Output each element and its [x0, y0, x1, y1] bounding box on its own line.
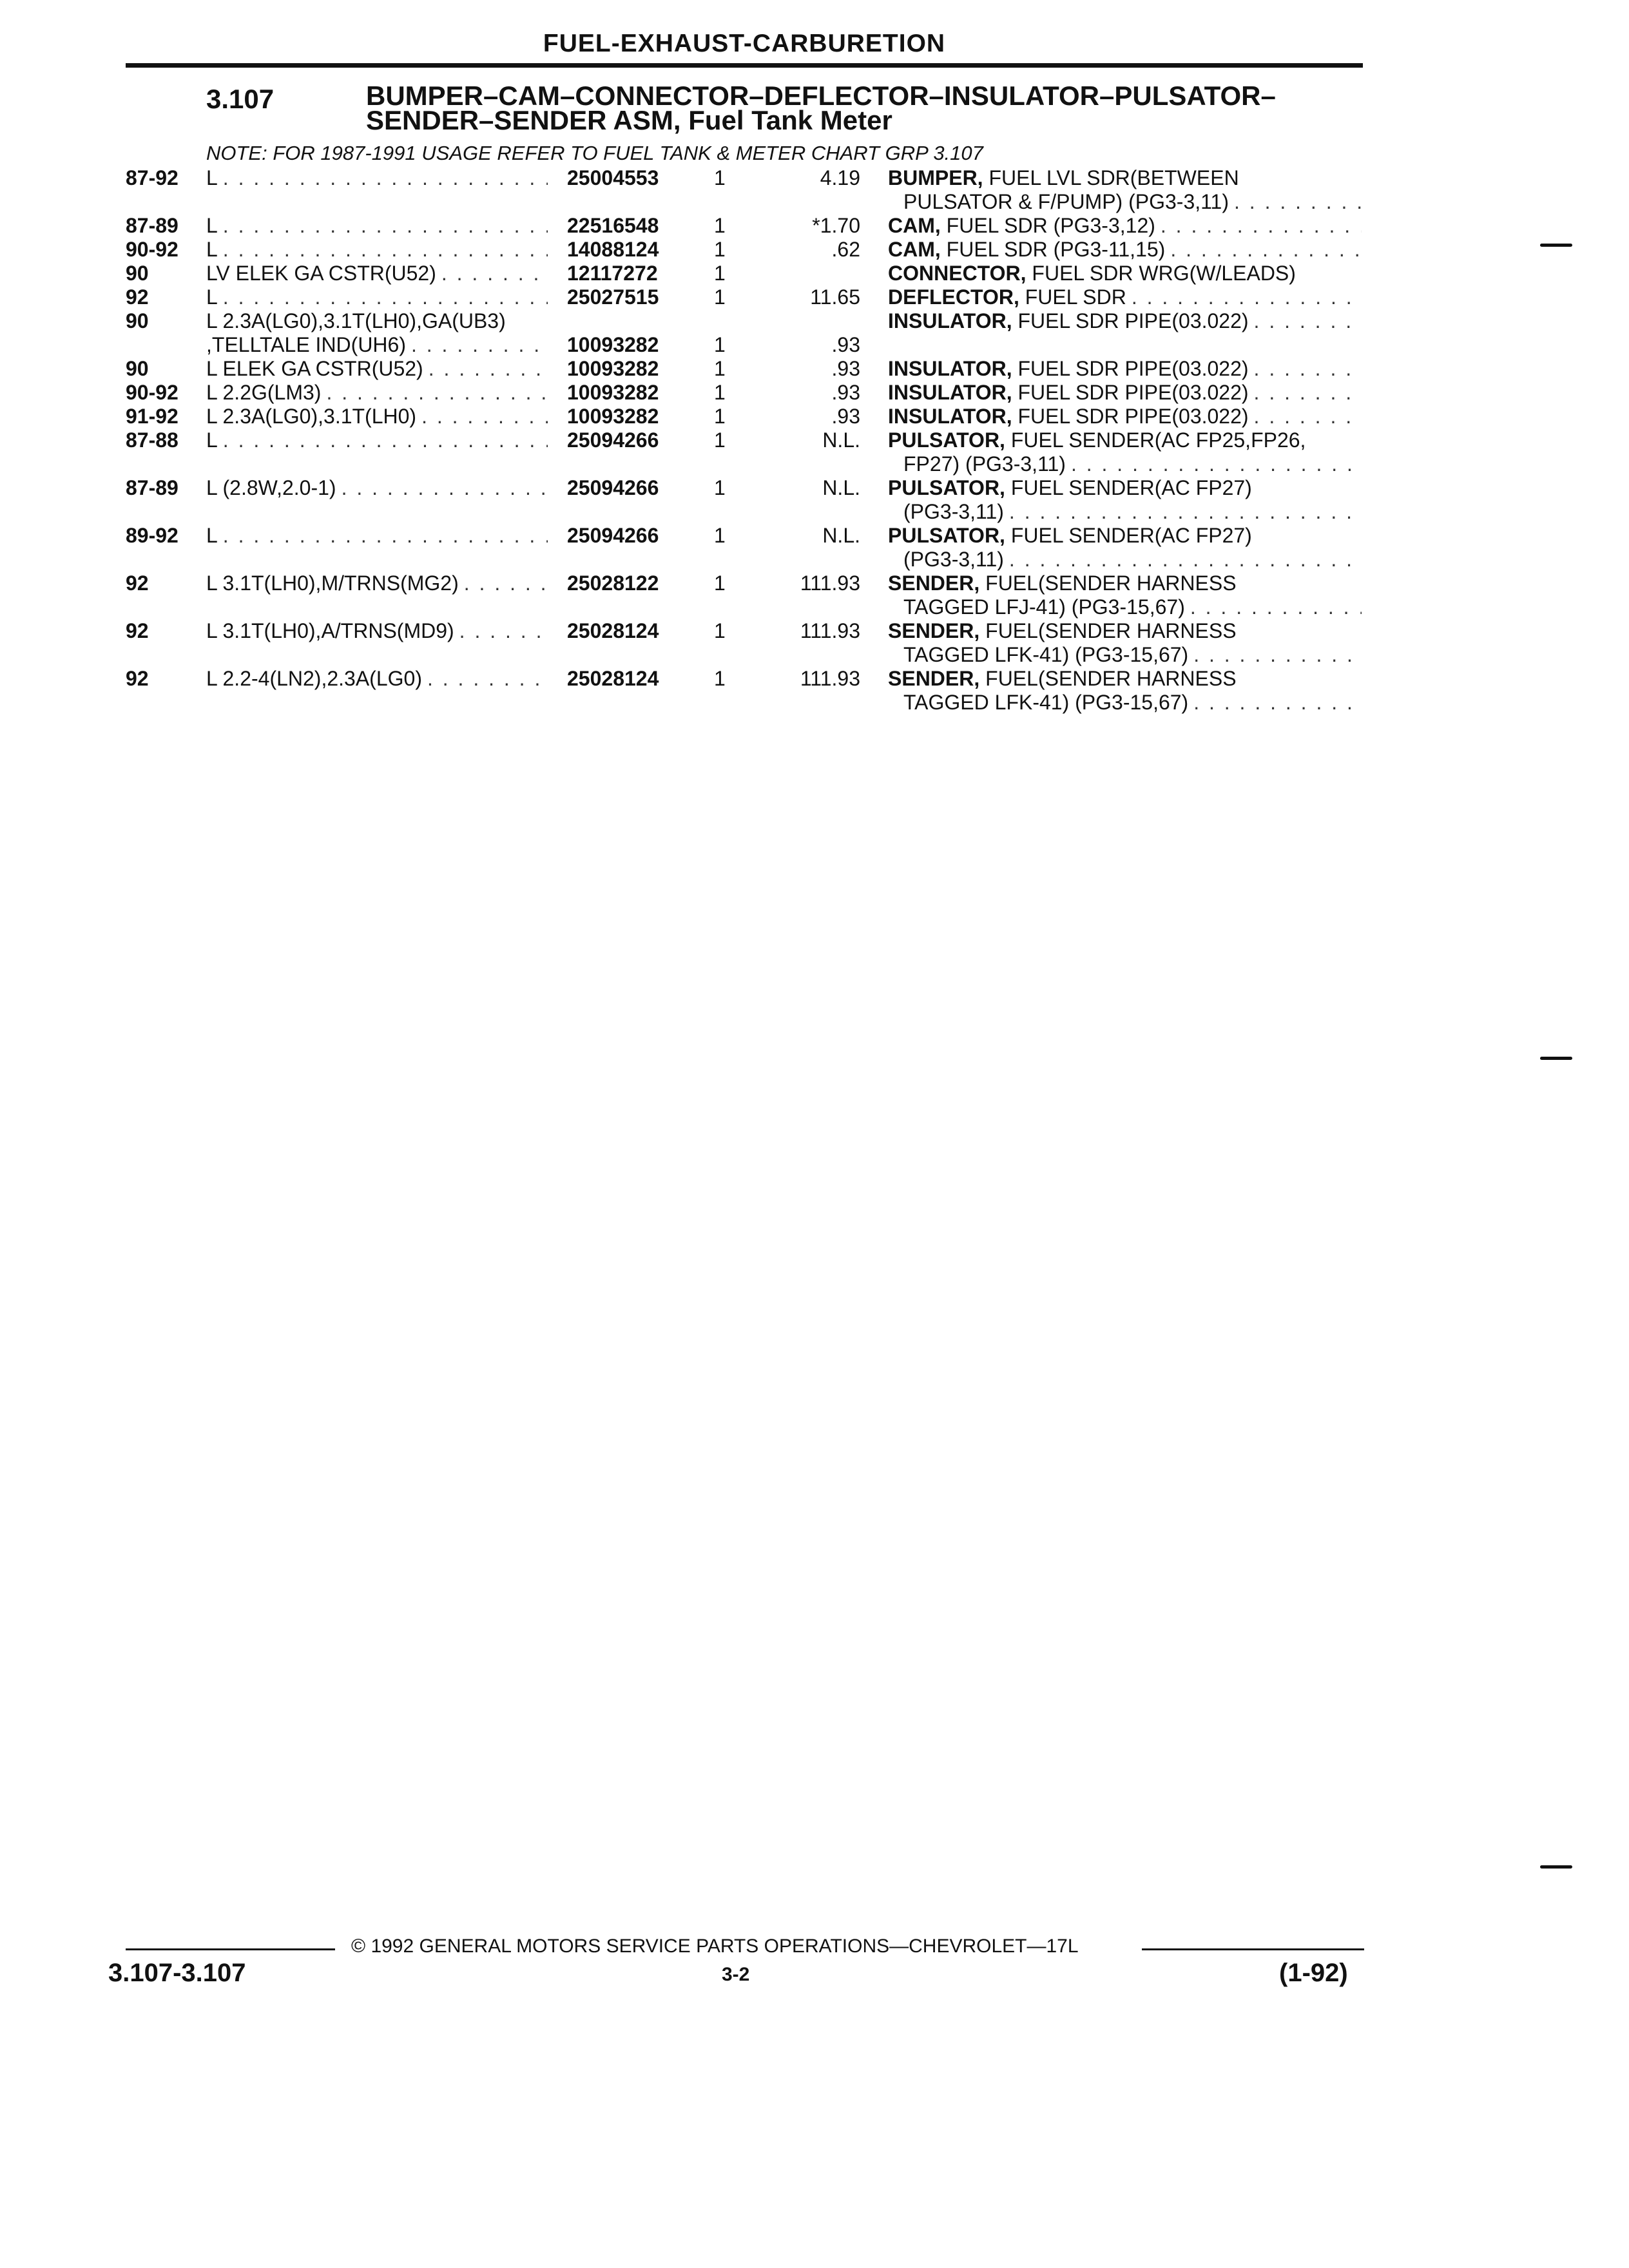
price: 111.93	[800, 619, 860, 642]
part-description	[888, 357, 1362, 381]
footer-rule	[126, 1948, 335, 1950]
table-row	[0, 166, 1629, 214]
part-name: SENDER,	[888, 619, 980, 642]
part-number: 25004553	[567, 166, 659, 189]
price: 11.65	[810, 285, 860, 309]
quantity: 1	[714, 285, 726, 309]
price: .93	[831, 381, 860, 404]
description-text: FUEL(SENDER HARNESS	[985, 572, 1237, 595]
part-name: PULSATOR,	[888, 524, 1005, 547]
part-description	[888, 428, 1362, 476]
part-name: CONNECTOR,	[888, 262, 1027, 285]
part-number: 25027515	[567, 285, 659, 309]
model-years: 92	[126, 572, 149, 595]
part-name: BUMPER,	[888, 166, 983, 189]
price: .62	[831, 238, 860, 261]
usage-text: L	[206, 166, 218, 189]
price: N.L.	[822, 476, 860, 499]
leader-dots	[416, 405, 548, 428]
leader-dots	[422, 667, 548, 691]
table-row	[0, 572, 1629, 619]
description-text: FUEL SDR (PG3-11,15)	[946, 238, 1166, 261]
description-text: FUEL SDR PIPE(03.022)	[1017, 381, 1249, 404]
margin-tick	[1540, 1865, 1572, 1869]
quantity: 1	[714, 381, 726, 404]
header-rule	[126, 63, 1363, 68]
quantity: 1	[714, 405, 726, 428]
usage-text: L	[206, 238, 218, 261]
model-years: 87-92	[126, 166, 178, 189]
part-name: SENDER,	[888, 572, 980, 595]
part-description	[888, 262, 1362, 285]
leader-dots	[336, 476, 548, 500]
table-row	[0, 405, 1629, 428]
leader-dots	[218, 285, 548, 309]
table-row	[0, 667, 1629, 715]
quantity: 1	[714, 262, 726, 285]
leader-dots	[454, 619, 548, 643]
description-text: FUEL SENDER(AC FP25,FP26,	[1010, 428, 1306, 452]
quantity: 1	[714, 238, 726, 261]
price: *1.70	[812, 214, 860, 237]
usage-text: L 2.2-4(LN2),2.3A(LG0)	[206, 667, 422, 690]
leader-dots	[1188, 691, 1362, 715]
part-number: 10093282	[567, 333, 659, 356]
leader-dots	[1004, 500, 1362, 524]
part-number: 25094266	[567, 428, 659, 452]
model-years: 90	[126, 262, 149, 285]
quantity: 1	[714, 524, 726, 547]
part-description	[888, 524, 1362, 572]
price: N.L.	[822, 524, 860, 547]
leader-dots	[218, 214, 548, 238]
quantity: 1	[714, 476, 726, 499]
usage-code	[206, 262, 548, 285]
model-years: 90	[126, 357, 149, 380]
part-number: 10093282	[567, 405, 659, 428]
quantity: 1	[714, 357, 726, 380]
part-description	[888, 166, 1362, 214]
leader-dots	[459, 572, 548, 595]
usage-code	[206, 667, 548, 691]
table-row	[0, 309, 1629, 357]
description-text: FUEL SENDER(AC FP27)	[1010, 524, 1252, 547]
price: 4.19	[820, 166, 860, 189]
usage-text: L 3.1T(LH0),A/TRNS(MD9)	[206, 619, 454, 642]
quantity: 1	[714, 214, 726, 237]
table-row	[0, 238, 1629, 262]
model-years: 89-92	[126, 524, 178, 547]
description-text: FUEL SDR WRG(W/LEADS)	[1032, 262, 1296, 285]
description-text: FUEL SDR	[1025, 285, 1126, 309]
quantity: 1	[714, 619, 726, 642]
leader-dots	[1249, 405, 1362, 428]
description-text: FUEL(SENDER HARNESS	[985, 667, 1237, 690]
usage-text: LV ELEK GA CSTR(U52)	[206, 262, 436, 285]
leader-dots	[1249, 309, 1362, 333]
usage-code	[206, 476, 548, 500]
leader-dots	[1249, 381, 1362, 405]
table-row	[0, 285, 1629, 309]
model-years: 90-92	[126, 238, 178, 261]
leader-dots	[1066, 452, 1362, 476]
quantity: 1	[714, 166, 726, 189]
part-number: 22516548	[567, 214, 659, 237]
description-text: TAGGED LFJ-41) (PG3-15,67)	[903, 595, 1185, 619]
leader-dots	[321, 381, 548, 405]
usage-code	[206, 285, 548, 309]
part-name: INSULATOR,	[888, 405, 1012, 428]
usage-text: ,TELLTALE IND(UH6)	[206, 333, 406, 356]
leader-dots	[218, 238, 548, 262]
description-text: FUEL SDR PIPE(03.022)	[1017, 309, 1249, 332]
price: 111.93	[800, 667, 860, 690]
part-description	[888, 238, 1362, 262]
usage-code	[206, 214, 548, 238]
part-description	[888, 667, 1362, 715]
part-description	[888, 214, 1362, 238]
footer-group-range: 3.107-3.107	[108, 1959, 246, 1987]
leader-dots	[423, 357, 548, 381]
usage-text: L 2.3A(LG0),3.1T(LH0)	[206, 405, 417, 428]
leader-dots	[1165, 238, 1362, 262]
usage-note: NOTE: FOR 1987-1991 USAGE REFER TO FUEL TANK & METER CHART GRP 3.107	[206, 142, 983, 164]
footer-rule	[1142, 1948, 1364, 1950]
usage-text: L 2.2G(LM3)	[206, 381, 322, 404]
usage-text: L	[206, 285, 218, 309]
model-years: 90	[126, 309, 149, 332]
part-name: CAM,	[888, 238, 941, 261]
table-row	[0, 262, 1629, 285]
table-row	[0, 524, 1629, 572]
part-number: 12117272	[567, 262, 658, 285]
usage-code	[206, 572, 548, 595]
part-number: 25028122	[567, 572, 659, 595]
description-text: TAGGED LFK-41) (PG3-15,67)	[903, 643, 1189, 666]
usage-code	[206, 524, 548, 548]
leader-dots	[1229, 190, 1362, 214]
model-years: 92	[126, 667, 149, 690]
margin-tick	[1540, 244, 1572, 247]
table-row	[0, 428, 1629, 476]
part-number: 25028124	[567, 667, 659, 690]
model-years: 91-92	[126, 405, 178, 428]
leader-dots	[1249, 357, 1362, 381]
description-text: TAGGED LFK-41) (PG3-15,67)	[903, 691, 1189, 714]
part-description	[888, 405, 1362, 428]
description-text: (PG3-3,11)	[903, 500, 1004, 523]
table-row	[0, 357, 1629, 381]
description-text: FUEL SDR PIPE(03.022)	[1017, 357, 1249, 380]
page-header: FUEL-EXHAUST-CARBURETION	[543, 30, 946, 57]
usage-code	[206, 381, 548, 405]
table-row	[0, 619, 1629, 667]
table-row	[0, 214, 1629, 238]
leader-dots	[406, 333, 548, 357]
part-name: INSULATOR,	[888, 309, 1012, 332]
model-years: 92	[126, 285, 149, 309]
price: .93	[831, 357, 860, 380]
quantity: 1	[714, 572, 726, 595]
leader-dots	[436, 262, 548, 285]
leader-dots	[218, 166, 548, 190]
part-number: 10093282	[567, 381, 659, 404]
usage-text: L	[206, 214, 218, 237]
quantity: 1	[714, 428, 726, 452]
part-name: DEFLECTOR,	[888, 285, 1019, 309]
usage-text: L 2.3A(LG0),3.1T(LH0),GA(UB3)	[206, 309, 506, 332]
description-text: FUEL LVL SDR(BETWEEN	[988, 166, 1239, 189]
description-text: (PG3-3,11)	[903, 548, 1004, 571]
usage-text: L	[206, 428, 218, 452]
part-number: 25094266	[567, 524, 659, 547]
leader-dots	[1126, 285, 1362, 309]
description-text: FUEL(SENDER HARNESS	[985, 619, 1237, 642]
footer-date: (1-92)	[1279, 1959, 1348, 1987]
group-title	[366, 81, 1276, 135]
footer-copyright: © 1992 GENERAL MOTORS SERVICE PARTS OPERATIONS—CHEVROLET—17L	[351, 1936, 1079, 1957]
description-text: FUEL SDR (PG3-3,12)	[946, 214, 1155, 237]
model-years: 90-92	[126, 381, 178, 404]
part-description	[888, 476, 1362, 524]
price: .93	[831, 333, 860, 356]
part-description	[888, 285, 1362, 309]
price: .93	[831, 405, 860, 428]
usage-code	[206, 405, 548, 428]
part-name: INSULATOR,	[888, 381, 1012, 404]
part-name: SENDER,	[888, 667, 980, 690]
part-name: PULSATOR,	[888, 476, 1005, 499]
table-row	[0, 381, 1629, 405]
usage-text: L 3.1T(LH0),M/TRNS(MG2)	[206, 572, 459, 595]
usage-text: L (2.8W,2.0-1)	[206, 476, 336, 499]
model-years: 87-88	[126, 428, 178, 452]
part-number: 25028124	[567, 619, 659, 642]
description-text: PULSATOR & F/PUMP) (PG3-3,11)	[903, 190, 1229, 213]
part-name: INSULATOR,	[888, 357, 1012, 380]
part-description	[888, 309, 1362, 333]
usage-code	[206, 619, 548, 643]
part-number: 14088124	[567, 238, 659, 261]
model-years: 87-89	[126, 214, 178, 237]
description-text: FP27) (PG3-3,11)	[903, 452, 1066, 476]
part-name: PULSATOR,	[888, 428, 1005, 452]
part-number: 10093282	[567, 357, 659, 380]
leader-dots	[218, 428, 548, 452]
footer-page-number: 3-2	[722, 1964, 750, 1985]
table-row	[0, 476, 1629, 524]
part-description	[888, 572, 1362, 619]
leader-dots	[1188, 643, 1362, 667]
description-text: FUEL SDR PIPE(03.022)	[1017, 405, 1249, 428]
usage-code	[206, 238, 548, 262]
part-name: CAM,	[888, 214, 941, 237]
price: 111.93	[800, 572, 860, 595]
usage-code	[206, 309, 548, 357]
part-number: 25094266	[567, 476, 659, 499]
leader-dots	[218, 524, 548, 548]
usage-code	[206, 166, 548, 190]
part-description	[888, 619, 1362, 667]
part-description	[888, 381, 1362, 405]
usage-code	[206, 357, 548, 381]
price: N.L.	[822, 428, 860, 452]
leader-dots	[1155, 214, 1362, 238]
usage-text: L ELEK GA CSTR(U52)	[206, 357, 423, 380]
leader-dots	[1004, 548, 1362, 572]
quantity: 1	[714, 667, 726, 690]
model-years: 87-89	[126, 476, 178, 499]
quantity: 1	[714, 333, 726, 356]
leader-dots	[1185, 595, 1362, 619]
model-years: 92	[126, 619, 149, 642]
group-number: 3.107	[206, 84, 275, 114]
group-title-line-1: BUMPER–CAM–CONNECTOR–DEFLECTOR–INSULATOR–PULSATOR–	[366, 81, 1276, 111]
usage-code	[206, 428, 548, 452]
group-title-line-2: SENDER–SENDER ASM, Fuel Tank Meter	[366, 105, 892, 135]
description-text: FUEL SENDER(AC FP27)	[1010, 476, 1252, 499]
usage-text: L	[206, 524, 218, 547]
margin-tick	[1540, 1057, 1572, 1060]
